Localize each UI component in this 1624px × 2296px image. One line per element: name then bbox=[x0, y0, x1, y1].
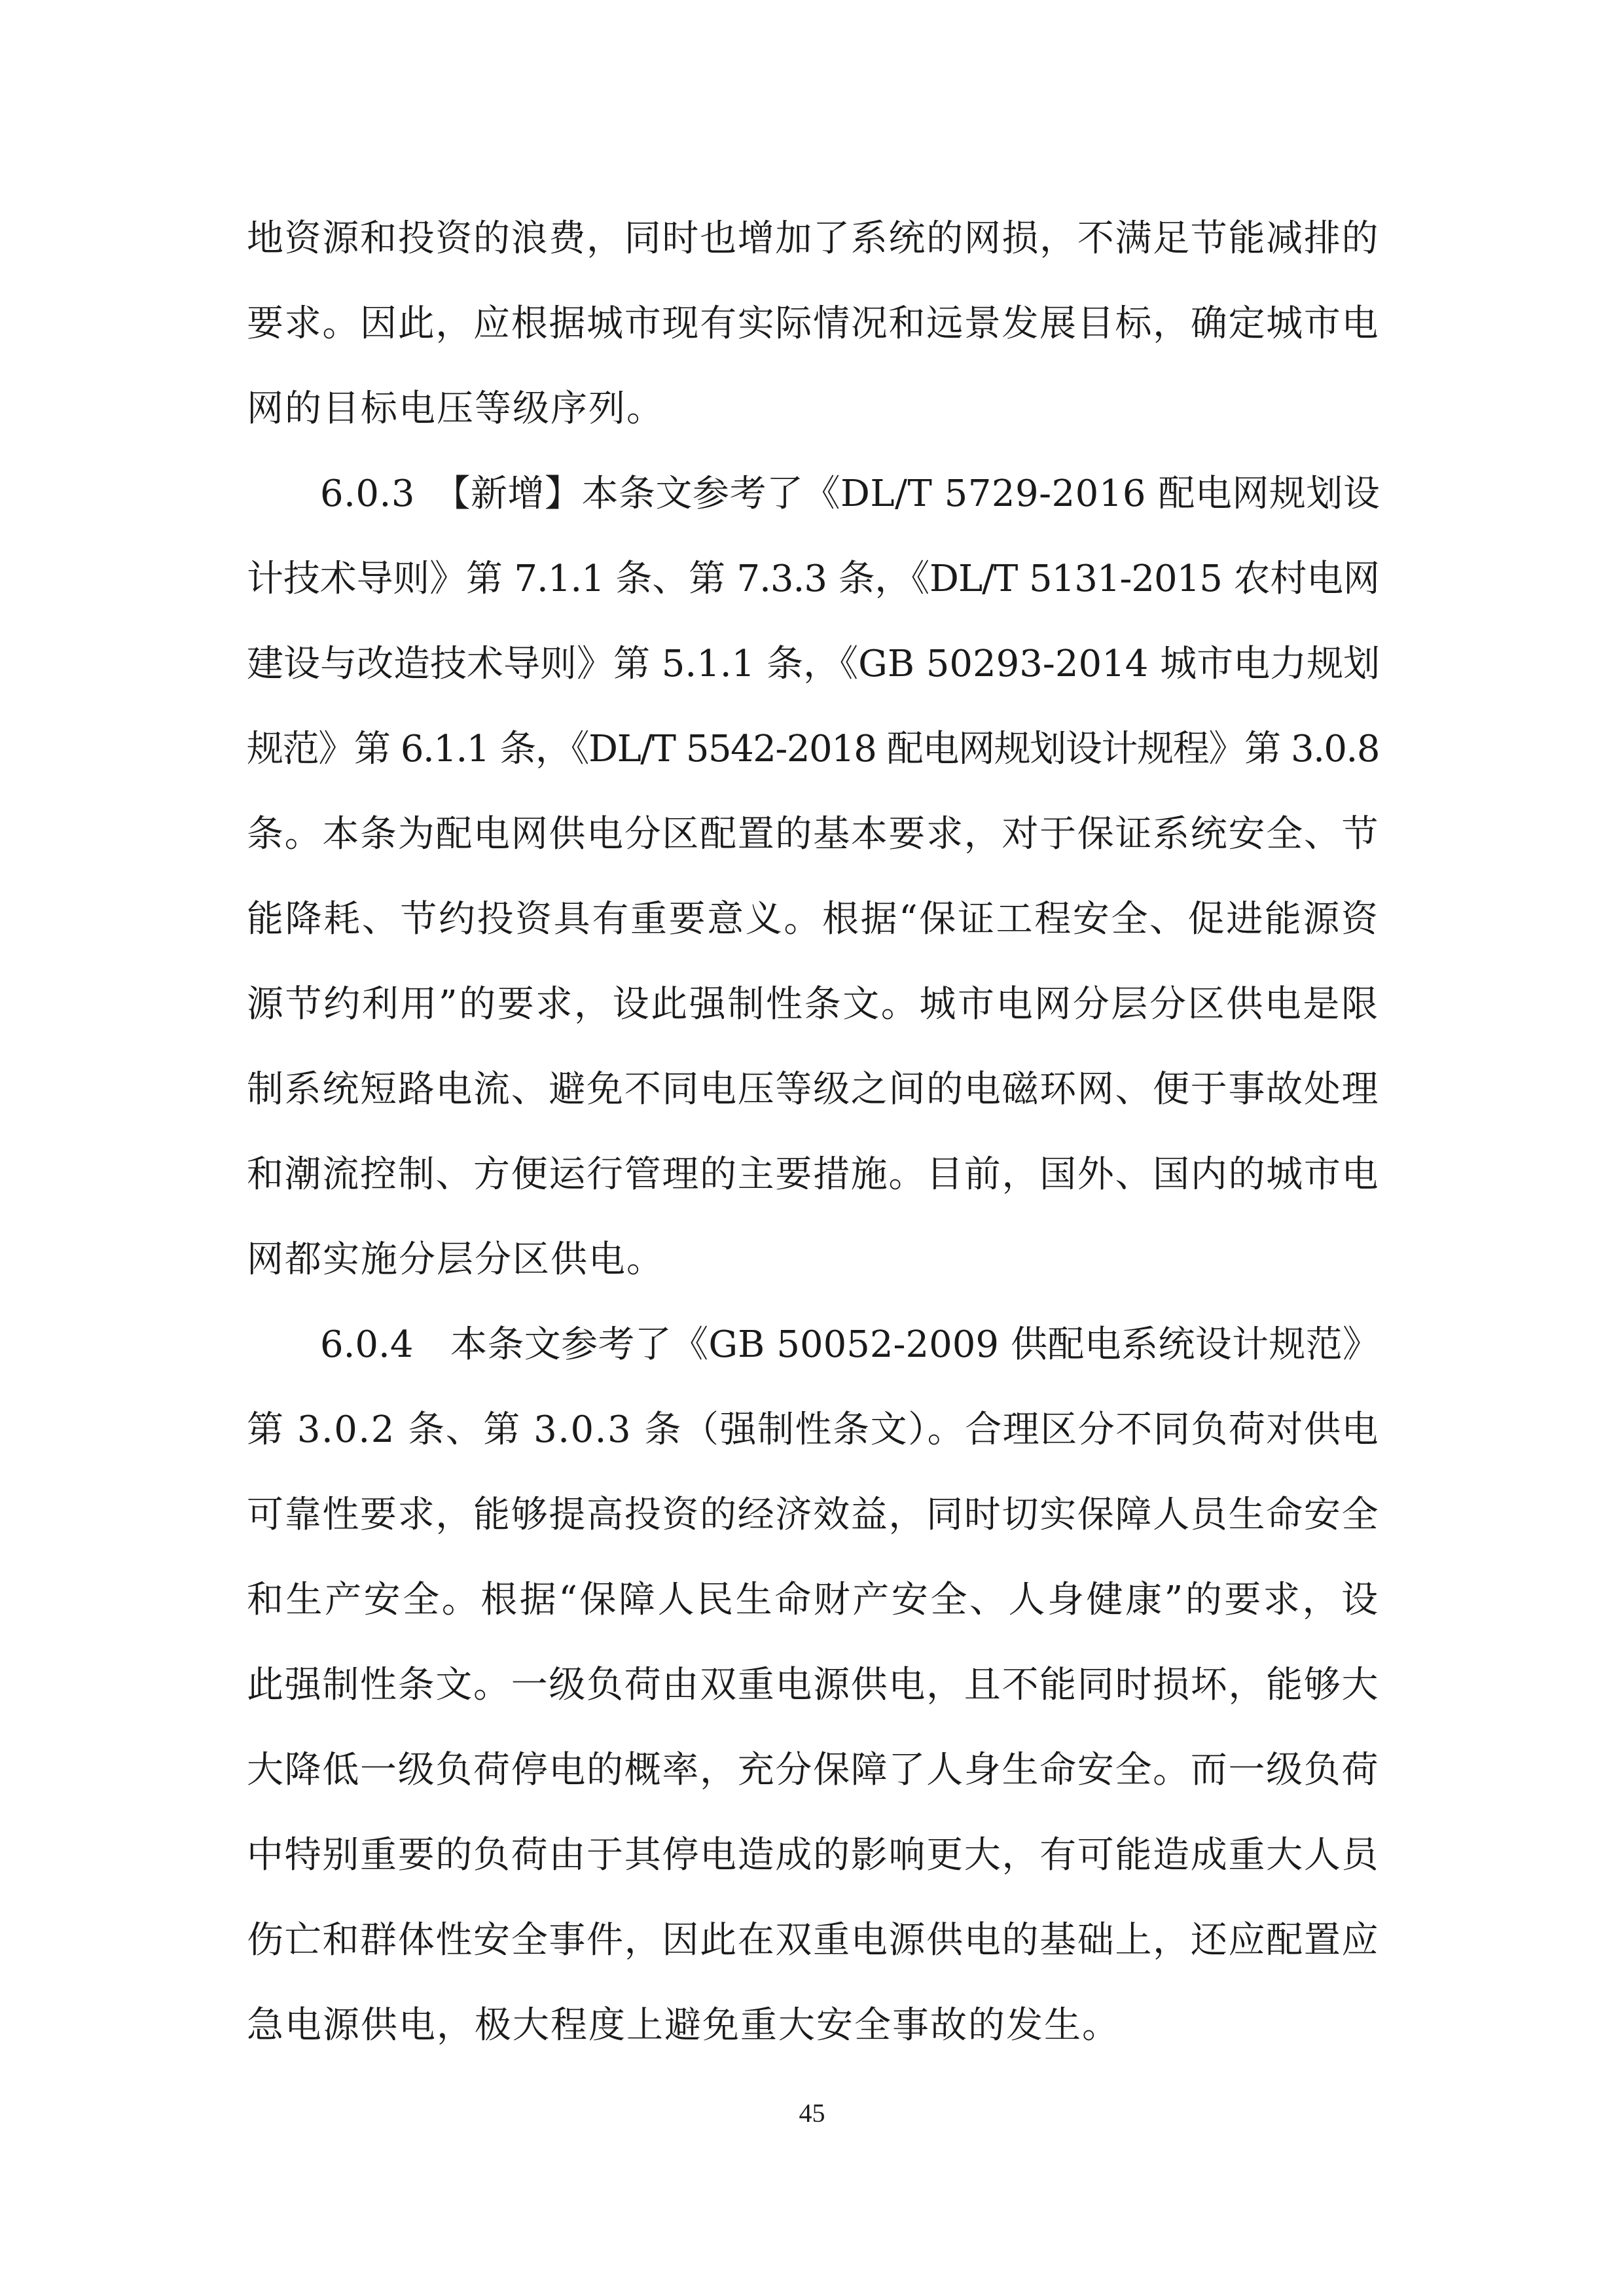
text-line: 第 3.0.2 条、第 3.0.3 条（强制性条文）。合理区分不同负荷对供电 bbox=[247, 1408, 1379, 1451]
body-text bbox=[247, 196, 1379, 2068]
text-line: 此强制性条文。一级负荷由双重电源供电，且不能同时损坏，能够大 bbox=[247, 1664, 1379, 1706]
text-line: 伤亡和群体性安全事件，因此在双重电源供电的基础上，还应配置应 bbox=[247, 1919, 1379, 1962]
text-line: 能降耗、节约投资具有重要意义。根据“保证工程安全、促进能源资 bbox=[247, 898, 1379, 941]
text-line: 网都实施分层分区供电。 bbox=[247, 1238, 664, 1281]
text-line: 中特别重要的负荷由于其停电造成的影响更大，有可能造成重大人员 bbox=[247, 1834, 1379, 1876]
text-line: 建设与改造技术导则》第 5.1.1 条，《GB 50293-2014 城市电力规划 bbox=[247, 643, 1380, 685]
text-line: 制系统短路电流、避免不同电压等级之间的电磁环网、便于事故处理 bbox=[247, 1068, 1379, 1111]
text-line: 要求。因此，应根据城市现有实际情况和远景发展目标，确定城市电 bbox=[247, 302, 1379, 345]
text-line: 和潮流控制、方便运行管理的主要措施。目前，国外、国内的城市电 bbox=[247, 1153, 1379, 1196]
text-line: 急电源供电，极大程度上避免重大安全事故的发生。 bbox=[247, 2004, 1120, 2047]
page-number: 45 bbox=[799, 2098, 825, 2128]
text-line: 和生产安全。根据“保障人民生命财产安全、人身健康”的要求，设 bbox=[247, 1579, 1379, 1621]
text-line: 规范》第 6.1.1 条，《DL/T 5542-2018 配电网规划设计规程》第 3.0.8 bbox=[247, 728, 1379, 770]
text-line: 计技术导则》第 7.1.1 条、第 7.3.3 条，《DL/T 5131-2015 农村电网 bbox=[247, 558, 1379, 600]
text-line: 源节约利用”的要求，设此强制性条文。城市电网分层分区供电是限 bbox=[247, 983, 1379, 1026]
text-line: 大降低一级负荷停电的概率，充分保障了人身生命安全。而一级负荷 bbox=[247, 1749, 1379, 1791]
text-line: 网的目标电压等级序列。 bbox=[247, 387, 664, 430]
clause-6-0-3-first-line: 6.0.3 【新增】本条文参考了《DL/T 5729-2016 配电网规划设 bbox=[320, 473, 1380, 515]
clause-6-0-4-first-line: 6.0.4 本条文参考了《GB 50052-2009 供配电系统设计规范》 bbox=[320, 1323, 1379, 1366]
text-line: 条。本条为配电网供电分区配置的基本要求，对于保证系统安全、节 bbox=[247, 813, 1379, 855]
text-line: 地资源和投资的浪费，同时也增加了系统的网损，不满足节能减排的 bbox=[247, 217, 1379, 260]
text-line: 可靠性要求，能够提高投资的经济效益，同时切实保障人员生命安全 bbox=[247, 1494, 1379, 1536]
